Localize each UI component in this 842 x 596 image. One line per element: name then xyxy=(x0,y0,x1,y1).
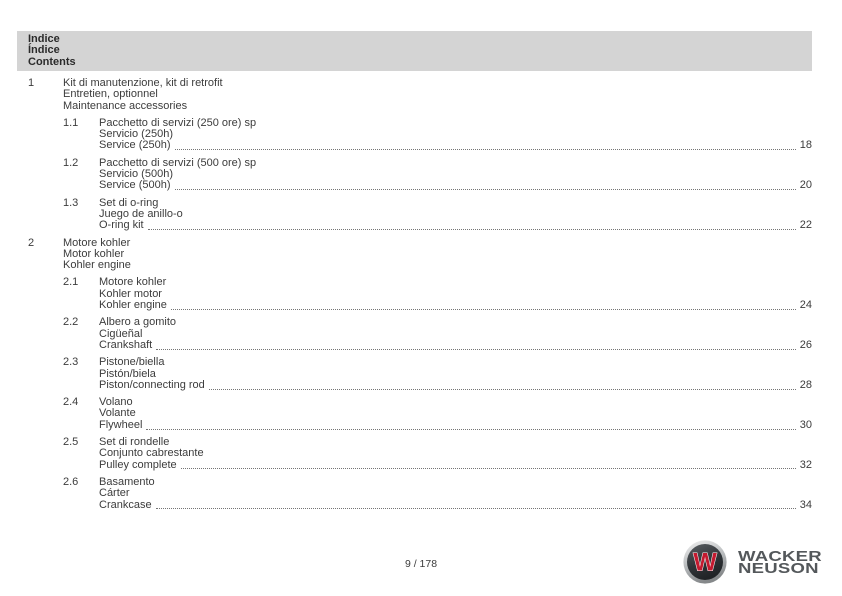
wacker-neuson-logo xyxy=(683,540,822,584)
toc-section-line: Kohler engine xyxy=(63,259,131,272)
leader-dots xyxy=(148,229,796,230)
toc-entry-line: Crankshaft xyxy=(99,338,153,351)
toc-entry-line: Servicio (500h) xyxy=(99,168,173,181)
toc-entry-line: Service (500h) xyxy=(99,179,171,192)
toc-entry-line: Pacchetto di servizi (250 ore) sp xyxy=(99,116,257,129)
toc-title-italian: Indice xyxy=(28,33,60,45)
toc-entry-line: O-ring kit xyxy=(99,219,144,232)
toc-entry-line: Servicio (250h) xyxy=(99,128,173,141)
toc-section-number: 1 xyxy=(28,77,35,89)
toc-entry-page-number: 30 xyxy=(799,418,812,431)
leader-dots xyxy=(209,389,796,390)
leader-dots xyxy=(175,189,796,190)
toc-entry[interactable] xyxy=(17,198,812,232)
toc-entry-page-number: 22 xyxy=(799,219,812,232)
leader-dots xyxy=(171,309,796,310)
toc-entry-line: Pistón/biela xyxy=(99,367,156,380)
wordmark-line-neuson: NEUSON xyxy=(738,561,819,577)
toc-entry-line: Pulley complete xyxy=(99,458,177,471)
toc-entry-number: 2.1 xyxy=(63,276,79,289)
toc-entry-line: Pistone/biella xyxy=(99,356,165,369)
toc-entry-page-number: 18 xyxy=(799,139,812,152)
toc-entry-number: 1.1 xyxy=(63,116,79,129)
toc-entry-number: 2.4 xyxy=(63,396,79,409)
toc-entry-line: Kohler engine xyxy=(99,299,167,312)
toc-entry-line: Kohler motor xyxy=(99,287,162,300)
toc-entry-line: Volante xyxy=(99,407,136,420)
toc-entry-number: 1.2 xyxy=(63,156,79,169)
toc-section-heading xyxy=(17,78,812,112)
toc-title-spanish: Índice xyxy=(28,44,60,57)
toc-entry-number: 2.2 xyxy=(63,316,79,329)
toc-section-number: 2 xyxy=(28,236,35,249)
wacker-neuson-emblem-icon xyxy=(683,540,727,584)
toc-entry[interactable] xyxy=(17,357,812,391)
toc-entry-line: Cárter xyxy=(99,487,130,500)
toc-section-line: Maintenance accessories xyxy=(63,99,188,112)
svg-text:W: W xyxy=(693,548,717,577)
wordmark-line-wacker: WACKER xyxy=(738,548,822,565)
toc-entry-page-number: 34 xyxy=(799,498,812,511)
toc-entry-line: Basamento xyxy=(99,475,155,488)
toc-section-heading xyxy=(17,238,812,272)
toc-entry-line: Conjunto cabrestante xyxy=(99,447,204,460)
leader-dots xyxy=(156,508,796,509)
toc-entry-line: Juego de anillo-o xyxy=(99,207,183,220)
toc-entry-number: 2.3 xyxy=(63,356,79,369)
table-of-contents xyxy=(17,78,812,517)
toc-entry[interactable] xyxy=(17,397,812,431)
leader-dots xyxy=(181,468,796,469)
toc-section-line: Motor kohler xyxy=(63,247,125,260)
toc-entry-line: Motore kohler xyxy=(99,276,167,289)
toc-title-english: Contents xyxy=(28,55,76,68)
leader-dots xyxy=(156,349,796,350)
toc-entry-line: Cigüeñal xyxy=(99,327,143,340)
toc-entry-number: 1.3 xyxy=(63,196,79,209)
toc-entry-page-number: 32 xyxy=(799,458,812,471)
toc-entry[interactable] xyxy=(17,277,812,311)
toc-entry[interactable] xyxy=(17,317,812,351)
toc-entry[interactable] xyxy=(17,118,812,152)
toc-entry[interactable] xyxy=(17,437,812,471)
wacker-neuson-wordmark xyxy=(738,548,822,577)
toc-entry-number: 2.5 xyxy=(63,436,79,449)
toc-entry[interactable] xyxy=(17,158,812,192)
toc-entry-line: Set di o-ring xyxy=(99,196,159,209)
toc-entry-line: Crankcase xyxy=(99,498,152,511)
toc-section-line: Kit di manutenzione, kit di retrofit xyxy=(63,77,223,89)
toc-header-bar xyxy=(17,31,812,71)
toc-entry-line: Service (250h) xyxy=(99,139,171,152)
toc-entry-page-number: 28 xyxy=(799,378,812,391)
toc-entry-line: Albero a gomito xyxy=(99,316,177,329)
leader-dots xyxy=(175,149,796,150)
toc-entry[interactable] xyxy=(17,477,812,511)
toc-entry-line: Set di rondelle xyxy=(99,436,170,449)
toc-entry-page-number: 20 xyxy=(799,179,812,192)
toc-entry-line: Volano xyxy=(99,396,133,409)
toc-section-line: Entretien, optionnel xyxy=(63,88,158,101)
page-indicator: 9 / 178 xyxy=(404,558,438,570)
leader-dots xyxy=(146,429,795,430)
toc-entry-line: Flywheel xyxy=(99,418,143,431)
toc-entry-number: 2.6 xyxy=(63,475,79,488)
toc-entry-line: Pacchetto di servizi (500 ore) sp xyxy=(99,156,257,169)
toc-entry-page-number: 26 xyxy=(799,338,812,351)
toc-entry-line: Piston/connecting rod xyxy=(99,378,205,391)
toc-section-line: Motore kohler xyxy=(63,236,131,249)
toc-entry-page-number: 24 xyxy=(799,299,812,312)
